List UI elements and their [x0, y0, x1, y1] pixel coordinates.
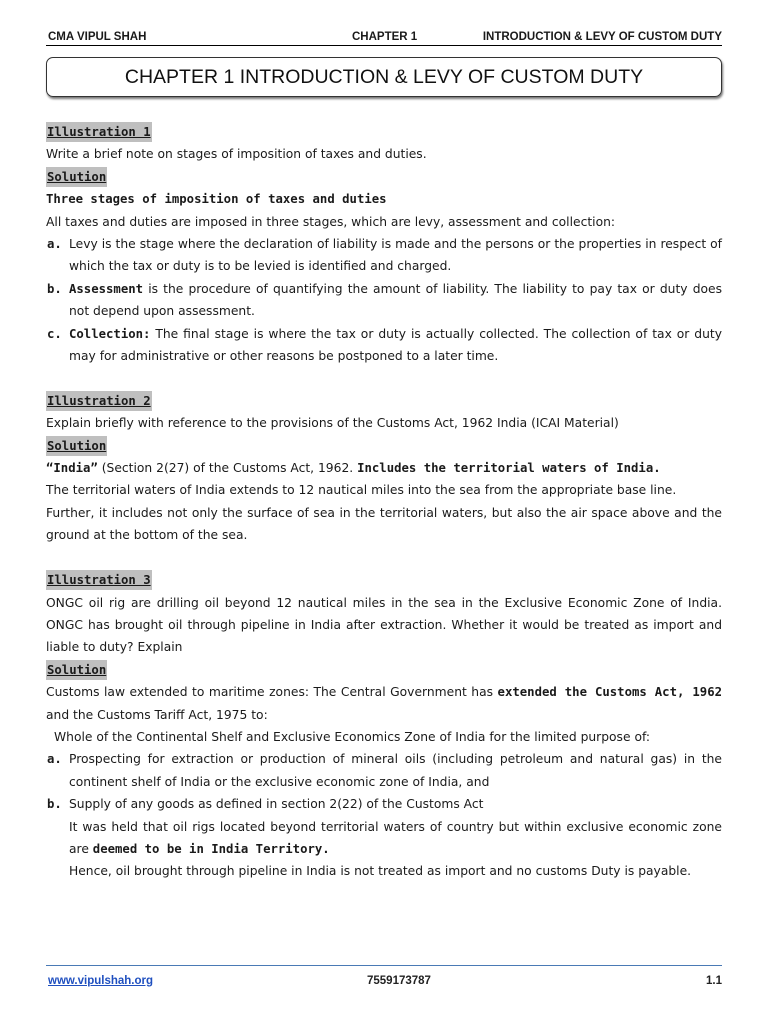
list-marker: b. [47, 281, 62, 296]
levy-text: Levy is the stage where the declaration of liability is made and the persons or the properties in respect of which the tax or duty is to be levied is identified and charged. [69, 237, 722, 274]
illustration-2-question: Explain briefly with reference to the provisions of the Customs Act, 1962 India (ICAI Material) [46, 416, 619, 431]
header-author: CMA VIPUL SHAH [48, 31, 147, 43]
illustration-3-question: ONGC oil rig are drilling oil beyond 12 nautical miles in the sea in the Exclusive Economic Zone of India. ONGC has brought oil through pipeline in India after extraction. Whether it would be treated as import and liable to duty? Explain [46, 595, 722, 655]
page-header [46, 29, 722, 46]
conclusion-text: Hence, oil brought through pipeline in India is not treated as import and no customs Duty is payable. [69, 864, 692, 879]
website-link[interactable]: www.vipulshah.org [48, 975, 153, 987]
list-marker: c. [47, 326, 62, 341]
page-content [46, 121, 722, 883]
list-marker: b. [47, 797, 62, 812]
continental-shelf-text: Whole of the Continental Shelf and Exclusive Economics Zone of India for the limited purpose of: [54, 729, 650, 744]
illustration-1-subheading: Three stages of imposition of taxes and duties [46, 192, 387, 207]
header-topic: INTRODUCTION & LEVY OF CUSTOM DUTY [482, 31, 722, 43]
assessment-text: is the procedure of quantifying the amount of liability. The liability to pay tax or duty does not depend upon assessment. [69, 281, 722, 319]
collection-term: Collection: [69, 326, 151, 341]
illustration-1-heading: Illustration 1 [46, 122, 152, 142]
territorial-waters-text: The territorial waters of India extends to 12 nautical miles into the sea from the appropriate base line. [46, 483, 677, 498]
maritime-zones-intro: Customs law extended to maritime zones: The Central Government has extended the Customs Act, 1962 and the Customs Tariff Act, 1975 to: [46, 685, 722, 722]
page-number: 1.1 [706, 975, 722, 987]
territorial-waters-bold: Includes the territorial waters of India. [357, 461, 661, 476]
illustration-2-heading: Illustration 2 [46, 391, 152, 411]
illustration-1-intro: All taxes and duties are imposed in three stages, which are levy, assessment and collection: [46, 214, 616, 229]
list-marker: a. [47, 237, 62, 252]
held-text: It was held that oil rigs located beyond territorial waters of country but within exclusive economic zone are deemed to be in India Territory. [69, 819, 722, 856]
air-space-text: Further, it includes not only the surface of sea in the territorial waters, but also the air space above and the ground at the bottom of the sea. [46, 505, 722, 543]
illustration-2-solution-label: Solution [46, 436, 107, 456]
customs-act-bold: extended the Customs Act, 1962 [497, 685, 722, 700]
illustration-3-heading: Illustration 3 [46, 570, 152, 590]
collection-text: The final stage is where the tax or duty is actually collected. The collection of tax or duty may for administrative or other reasons be postponed to a later time. [69, 326, 722, 364]
list-item [46, 793, 722, 815]
header-chapter: CHAPTER 1 [352, 31, 418, 43]
illustration-1-solution-label: Solution [46, 167, 107, 187]
prospecting-text: Prospecting for extraction or production of mineral oils (including petroleum and natural gas) in the continent shelf of India or the exclusive economic zone of India, and [69, 752, 722, 789]
list-item [46, 233, 722, 278]
india-territory-bold: deemed to be in India Territory. [92, 841, 330, 856]
list-item [46, 323, 722, 368]
page-footer [46, 965, 722, 990]
list-item [46, 748, 722, 793]
india-definition: “India” (Section 2(27) of the Customs Act, 1962. Includes the territorial waters of India. [46, 461, 661, 476]
supply-text: Supply of any goods as defined in section 2(22) of the Customs Act [69, 797, 484, 812]
footer-phone: 7559173787 [367, 975, 431, 987]
india-term: “India” [46, 461, 98, 476]
assessment-term: Assessment [69, 281, 144, 296]
illustration-1-question: Write a brief note on stages of imposition of taxes and duties. [46, 147, 427, 162]
illustration-3-solution-label: Solution [46, 660, 107, 680]
list-item [46, 278, 722, 323]
list-marker: a. [47, 752, 62, 767]
chapter-title: CHAPTER 1 INTRODUCTION & LEVY OF CUSTOM DUTY [46, 57, 722, 97]
